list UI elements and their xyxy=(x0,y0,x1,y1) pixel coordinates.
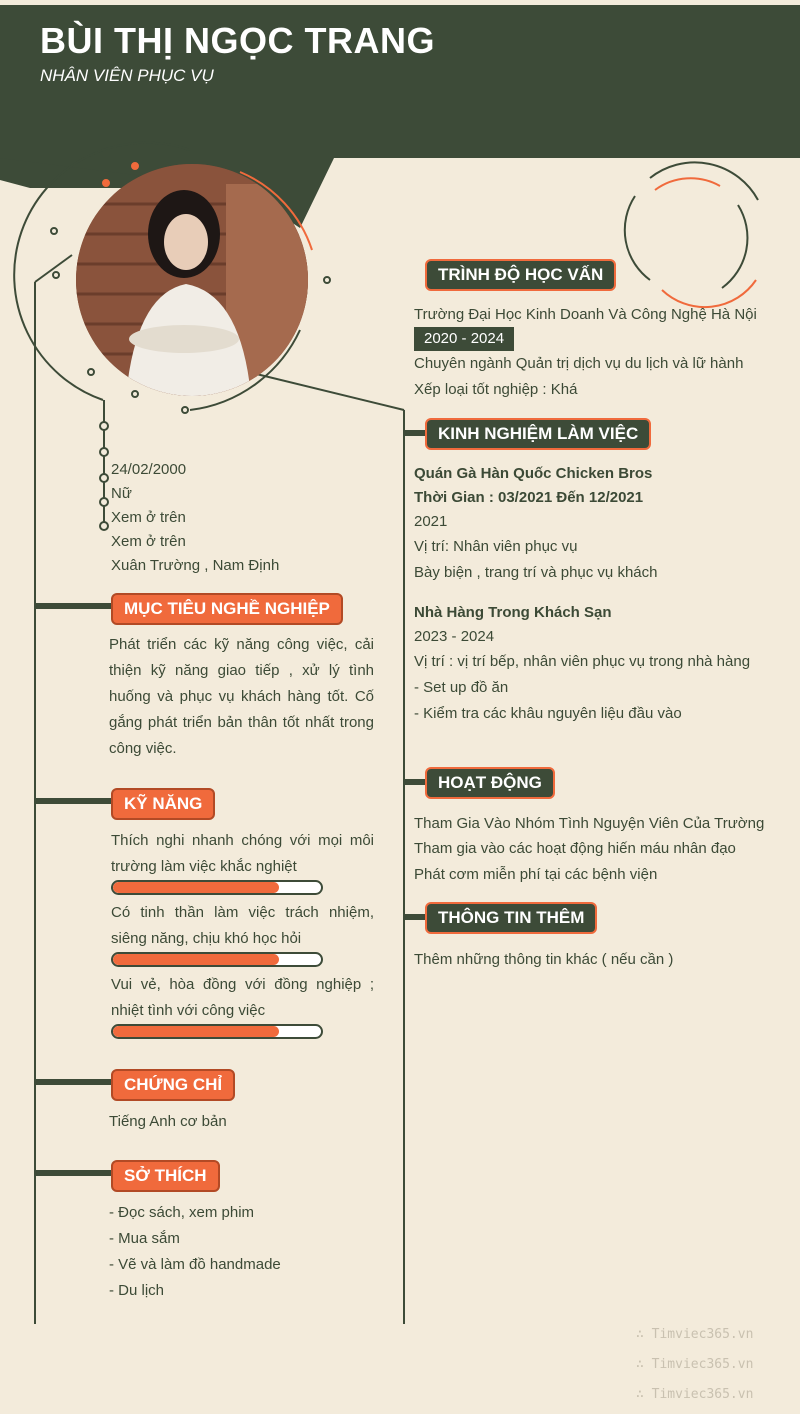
watermark: ∴ Timviec365.vn xyxy=(636,1387,754,1402)
education-school: Trường Đại Học Kinh Doanh Và Công Nghệ Hà Nội xyxy=(414,306,757,323)
hobby-item: - Vẽ và làm đồ handmade xyxy=(109,1256,281,1273)
skill-3-bar xyxy=(111,1024,323,1039)
arc-dark-right xyxy=(722,205,747,288)
skill-1-bar xyxy=(111,880,323,895)
objective-heading: MỤC TIÊU NGHỀ NGHIỆP xyxy=(111,593,343,625)
skill-2-bar xyxy=(111,952,323,967)
job-1-company: Quán Gà Hàn Quốc Chicken Bros xyxy=(414,465,653,482)
job-1-position: Vị trí: Nhân viên phục vụ xyxy=(414,538,578,555)
arc-dark-outer xyxy=(650,162,758,200)
education-grade: Xếp loại tốt nghiệp : Khá xyxy=(414,381,578,398)
job-title: NHÂN VIÊN PHỤC VỤ xyxy=(40,66,214,85)
skill-3-text: Vui vẻ, hòa đồng với đồng nghiệp ; nhiệt tình với công việc xyxy=(111,976,374,1019)
job-2-company: Nhà Hàng Trong Khách Sạn xyxy=(414,604,612,621)
left-section-ticks xyxy=(35,606,112,1173)
certificate-item: Tiếng Anh cơ bản xyxy=(109,1113,227,1130)
activity-item: Tham Gia Vào Nhóm Tình Nguyện Viên Của Trường xyxy=(414,815,765,832)
arc-orange-top xyxy=(655,178,720,190)
job-1-desc: Bày biện , trang trí và phục vụ khách xyxy=(414,564,658,581)
job-2-position: Vị trí : vị trí bếp, nhân viên phục vụ trong nhà hàng xyxy=(414,653,751,670)
education-major: Chuyên ngành Quản trị dịch vụ du lịch và lữ hành xyxy=(414,355,744,372)
job-1-time: Thời Gian : 03/2021 Đến 12/2021 xyxy=(414,489,644,506)
skill-2-fill xyxy=(113,954,279,965)
arc-dark-left xyxy=(625,196,650,280)
job-2-desc-2: - Kiểm tra các khâu nguyên liệu đầu vào xyxy=(414,705,682,722)
hobby-item: - Đọc sách, xem phim xyxy=(109,1204,255,1221)
job-2-year: 2023 - 2024 xyxy=(414,628,495,645)
objective-text: Phát triển các kỹ năng công việc, cải thiện kỹ năng giao tiếp , xử lý tình huống và phục vụ khách hàng tốt. Cố gắng phát triển bản thân tốt nhất trong công việc. xyxy=(109,636,374,757)
hobby-item: - Mua sắm xyxy=(109,1230,180,1247)
personal-gender: Nữ xyxy=(111,485,132,502)
profile-photo xyxy=(76,164,308,396)
education-years: 2020 - 2024 xyxy=(414,327,514,351)
hobbies-heading: SỞ THÍCH xyxy=(111,1160,220,1192)
certificates-heading: CHỨNG CHỈ xyxy=(111,1069,235,1101)
additional-heading: THÔNG TIN THÊM xyxy=(425,902,597,934)
education-heading: TRÌNH ĐỘ HỌC VẤN xyxy=(425,259,616,291)
job-2-desc-1: - Set up đồ ăn xyxy=(414,679,509,696)
activities-heading: HOẠT ĐỘNG xyxy=(425,767,555,799)
activity-item: Phát cơm miễn phí tại các bệnh viện xyxy=(414,866,658,883)
personal-address: Xuân Trường , Nam Định xyxy=(111,557,280,574)
skills-heading: KỸ NĂNG xyxy=(111,788,215,820)
skill-2-text: Có tinh thần làm việc trách nhiệm, siêng năng, chịu khó học hỏi xyxy=(111,904,374,947)
hobby-item: - Du lịch xyxy=(109,1282,165,1299)
skill-1-text: Thích nghi nhanh chóng với mọi môi trường làm việc khắc nghiệt xyxy=(111,832,374,875)
skill-3-fill xyxy=(113,1026,279,1037)
additional-text: Thêm những thông tin khác ( nếu cần ) xyxy=(414,951,674,968)
skill-1-fill xyxy=(113,882,279,893)
watermark: ∴ Timviec365.vn xyxy=(636,1357,754,1372)
activity-item: Tham gia vào các hoạt động hiến máu nhân đạo xyxy=(414,840,736,857)
personal-email: Xem ở trên xyxy=(111,533,186,550)
job-1-year: 2021 xyxy=(414,513,448,530)
profile-photo-illustration xyxy=(76,164,308,396)
watermark: ∴ Timviec365.vn xyxy=(636,1327,754,1342)
personal-birthdate: 24/02/2000 xyxy=(111,461,187,478)
personal-phone: Xem ở trên xyxy=(111,509,186,526)
experience-heading: KINH NGHIỆM LÀM VIỆC xyxy=(425,418,651,450)
candidate-name: BÙI THỊ NGỌC TRANG xyxy=(40,20,435,61)
